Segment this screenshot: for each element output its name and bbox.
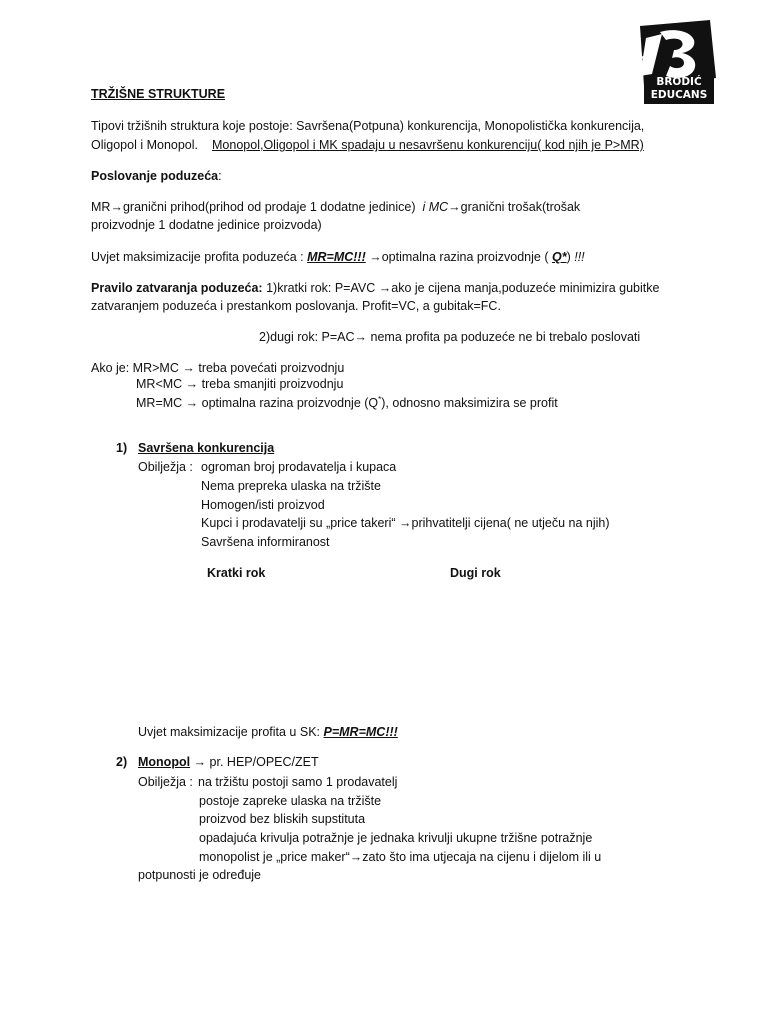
monopol-item-1: na tržištu postoji samo 1 prodavatelj: [198, 775, 398, 789]
sk-uvjet-formula: P=MR=MC!!!: [323, 725, 398, 739]
monopol-item-5-end: potpunosti je određuje: [138, 868, 262, 882]
monopol-item-5: [199, 848, 601, 866]
uvjet-prefix: Uvjet maksimizacije profita poduzeća :: [91, 250, 304, 264]
arrow-right-icon: →: [354, 330, 368, 344]
arrow-right-icon: →: [369, 250, 382, 264]
pravilo-dugi-text: nema profita pa poduzeće ne bi trebalo poslovati: [370, 330, 641, 344]
ako-l2-cond: MR<MC: [136, 377, 183, 391]
mr-label: MR: [91, 200, 111, 214]
sk-number: 1): [116, 441, 128, 455]
page-title: TRŽIŠNE STRUKTURE: [91, 87, 226, 101]
uvjet-q: Q*: [551, 250, 567, 264]
monopol-item-4: opadajuća krivulja potražnje je jednaka krivulji ukupne tržišne potražnje: [199, 831, 593, 845]
monopol-title: Monopol: [138, 755, 191, 769]
sk-title: Savršena konkurencija: [138, 441, 275, 455]
monopol-item-2: postoje zapreke ulaska na tržište: [199, 794, 382, 808]
ako-l3-end: ), odnosno maksimizira se profit: [381, 396, 558, 411]
logo-text-educans: EDUCANS: [650, 89, 708, 101]
arrow-right-icon: →: [399, 516, 412, 530]
monopol-item-3: proizvod bez bliskih supstituta: [199, 812, 366, 826]
pravilo-heading: Pravilo zatvaranja poduzeća:: [91, 281, 263, 295]
ako-l3-cond: MR=MC: [136, 396, 183, 411]
arrow-right-icon: →: [182, 361, 195, 375]
ako-l3-sup: *: [378, 395, 382, 404]
poslovanje-colon: :: [218, 169, 222, 183]
sk-item-4: [201, 514, 610, 532]
intro-line-2-plain: Oligopol i Monopol.: [91, 138, 199, 152]
monopol-item-5-cont: zato što ima utjecaja na cijenu i dijelom ili u: [362, 850, 602, 864]
monopol-label: Obilježja :: [138, 775, 193, 789]
pravilo-kratki-text: ako je cijena manja,poduzeće minimizira gubitke: [391, 281, 660, 295]
sk-uvjet-prefix: Uvjet maksimizacije profita u SK:: [138, 725, 321, 739]
sk-item-1: ogroman broj prodavatelja i kupaca: [201, 460, 397, 474]
ako-l2-text: treba smanjiti proizvodnju: [201, 377, 344, 391]
ako-l1-cond: Ako je: MR>MC: [91, 361, 179, 375]
intro-line-2: [91, 136, 644, 154]
sk-item-2: Nema prepreka ulaska na tržište: [201, 479, 381, 493]
mc-label: i MC: [422, 200, 449, 214]
pravilo-line-1: [91, 279, 659, 297]
mc-text: granični trošak(trošak: [460, 200, 581, 214]
mr-definition-line-2: proizvodnje 1 dodatne jedinice proizvoda): [91, 218, 322, 232]
sk-uvjet-line: [138, 723, 398, 741]
uvjet-formula: MR=MC!!!: [307, 250, 366, 264]
intro-line-1: Tipovi tržišnih struktura koje postoje: Savršena(Potpuna) konkurencija, Monopolistička konkurencija,: [91, 119, 645, 133]
mr-definition-line-1: [91, 198, 580, 216]
uvjet-mid: optimalna razina proizvodnje (: [381, 250, 549, 264]
ako-l3-text: optimalna razina proizvodnje (Q: [201, 396, 379, 411]
sk-item-4-text: Kupci i prodavatelji su „price takeri“: [201, 516, 396, 530]
uvjet-line: [91, 248, 585, 266]
sk-col-dugi-rok: Dugi rok: [450, 566, 501, 580]
pravilo-dugi-line: [259, 328, 640, 346]
pravilo-kratki: 1)kratki rok: P=AVC: [266, 281, 376, 295]
ako-line-3: [136, 391, 558, 412]
mr-text: granični prihod(prihod od prodaje 1 dodatne jedinice): [122, 200, 416, 214]
monopol-number: 2): [116, 755, 128, 769]
sk-item-4-cont: prihvatitelji cijena( ne utječu na njih): [411, 516, 610, 530]
ako-l1-text: treba povećati proizvodnju: [198, 361, 345, 375]
uvjet-suffix: ): [566, 250, 571, 264]
arrow-right-icon: →: [193, 755, 207, 769]
brodic-educans-logo: [632, 18, 722, 106]
arrow-right-icon: →: [448, 200, 461, 214]
poslovanje-heading: [91, 167, 222, 185]
poslovanje-heading-text: Poslovanje poduzeća: [91, 169, 219, 183]
sk-item-3: Homogen/isti proizvod: [201, 498, 325, 512]
monopol-item-5-text: monopolist je „price maker“: [199, 850, 350, 864]
sk-label: Obilježja :: [138, 460, 193, 474]
monopol-title-line: [138, 753, 319, 771]
logo-text-brodic: BRODIĆ: [656, 76, 702, 88]
arrow-right-icon: →: [185, 377, 199, 391]
sk-item-5: Savršena informiranost: [201, 535, 330, 549]
monopol-title-suffix: pr. HEP/OPEC/ZET: [209, 755, 319, 769]
pravilo-line-2: zatvaranjem poduzeća i prestankom poslovanja. Profit=VC, a gubitak=FC.: [91, 299, 501, 313]
arrow-right-icon: →: [110, 200, 123, 214]
sk-col-kratki-rok: Kratki rok: [207, 566, 266, 580]
arrow-right-icon: →: [185, 396, 199, 411]
pravilo-dugi: 2)dugi rok: P=AC: [259, 330, 355, 344]
uvjet-exclaim: !!!: [574, 250, 585, 264]
intro-line-2-underlined: Monopol,Oligopol i MK spadaju u nesavršenu konkurenciju( kod njih je P>MR): [212, 138, 644, 152]
arrow-right-icon: →: [378, 281, 392, 295]
arrow-right-icon: →: [349, 850, 363, 864]
